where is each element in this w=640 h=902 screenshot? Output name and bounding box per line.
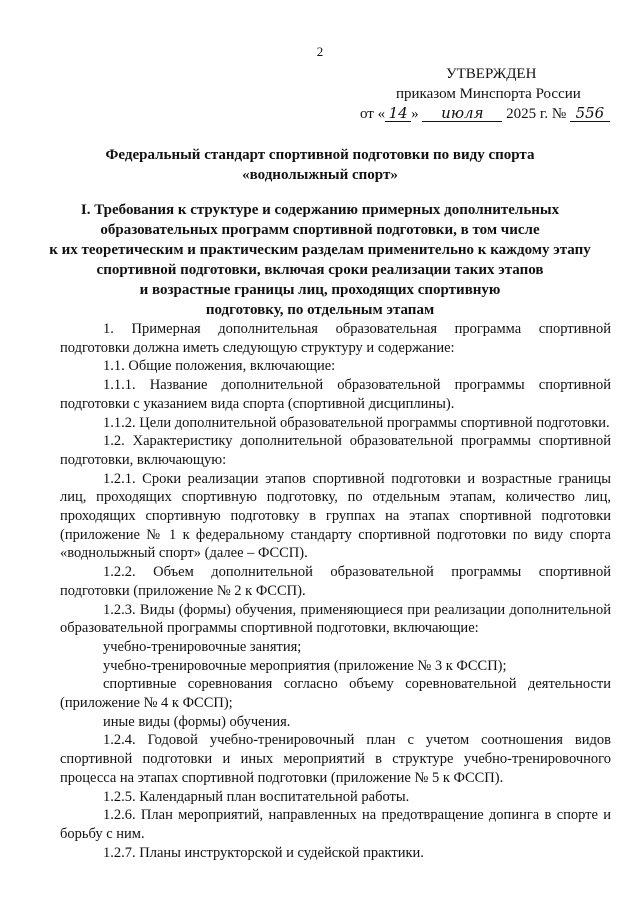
handwritten-order-number: 556: [570, 105, 610, 122]
approval-stamp: [360, 64, 610, 124]
section-line: образовательных программ спортивной подготовки, в том числе: [100, 222, 540, 238]
approval-date-line: [360, 104, 610, 124]
paragraph: 1. Примерная дополнительная образовательная программа спортивной подготовки должна иметь следующую структуру и содержание:: [60, 321, 611, 356]
paragraph: 1.2. Характеристику дополнительной образовательной программы спортивной подготовки, включающую:: [60, 433, 611, 468]
handwritten-month: июля: [422, 105, 502, 122]
approval-order: приказом Минспорта России: [396, 86, 581, 102]
date-close: »: [411, 106, 419, 122]
section-line: к их теоретическим и практическим разделам применительно к каждому этапу: [49, 242, 591, 258]
paragraph: учебно-тренировочные мероприятия (приложение № 3 к ФССП);: [103, 657, 507, 674]
paragraph: 1.1.2. Цели дополнительной образовательной программы спортивной подготовки.: [103, 414, 610, 431]
approval-title: УТВЕРЖДЕН: [446, 66, 537, 82]
section-line: подготовку, по отдельным этапам: [205, 302, 435, 318]
paragraph: 1.2.7. Планы инструкторской и судейской практики.: [103, 844, 424, 861]
year-text: 2025 г. №: [506, 106, 567, 122]
paragraph: 1.2.4. Годовой учебно-тренировочный план с учетом соотношения видов спортивной подготовки и иных мероприятий в структуре учебно-тренировочного процесса на этапах спортивной подготовки (приложение № 5 к ФССП).: [60, 732, 611, 786]
paragraph: иные виды (формы) обучения.: [103, 713, 291, 730]
paragraph: 1.2.2. Объем дополнительной образовательной программы спортивной подготовки (приложение № 2 к ФССП).: [60, 564, 611, 599]
paragraph: учебно-тренировочные занятия;: [103, 638, 302, 655]
paragraph: 1.1. Общие положения, включающие:: [103, 358, 336, 375]
section-line: и возрастные границы лиц, проходящих спортивную: [139, 282, 501, 298]
page-number: 2: [316, 44, 324, 59]
section-line: I. Требования к структуре и содержанию примерных дополнительных: [80, 202, 560, 218]
section-heading: [40, 200, 600, 320]
paragraph: 1.1.1. Название дополнительной образовательной программы спортивной подготовки с указанием вида спорта (спортивной дисциплины).: [60, 377, 611, 412]
document-body: [60, 320, 611, 862]
paragraph: 1.2.1. Сроки реализации этапов спортивной подготовки и возрастные границы лиц, проходящих спортивную подготовку, по отдельным этапам, количество лиц, проходящих спортивную подготовку в группах на этапах спортивной подготовки (приложение № 1 к федеральному стандарту спортивной подготовки по виду спорта «воднолыжный спорт» (далее – ФССП).: [60, 470, 611, 562]
paragraph: 1.2.6. План мероприятий, направленных на предотвращение допинга в спорте и борьбу с ним.: [60, 807, 611, 842]
paragraph: спортивные соревнования согласно объему соревновательной деятельности (приложение № 4 к ФССП);: [60, 676, 611, 712]
title-line: «воднолыжный спорт»: [242, 167, 398, 183]
document-title: [40, 145, 600, 185]
title-line: Федеральный стандарт спортивной подготовки по виду спорта: [105, 147, 535, 163]
handwritten-day: 14: [385, 105, 411, 122]
paragraph: 1.2.3. Виды (формы) обучения, применяющиеся при реализации дополнительной образовательной программы спортивной подготовки, включающие:: [60, 601, 611, 637]
section-line: спортивной подготовки, включая сроки реализации таких этапов: [96, 262, 544, 278]
date-prefix: от «: [360, 106, 386, 122]
paragraph: 1.2.5. Календарный план воспитательной работы.: [103, 788, 410, 805]
